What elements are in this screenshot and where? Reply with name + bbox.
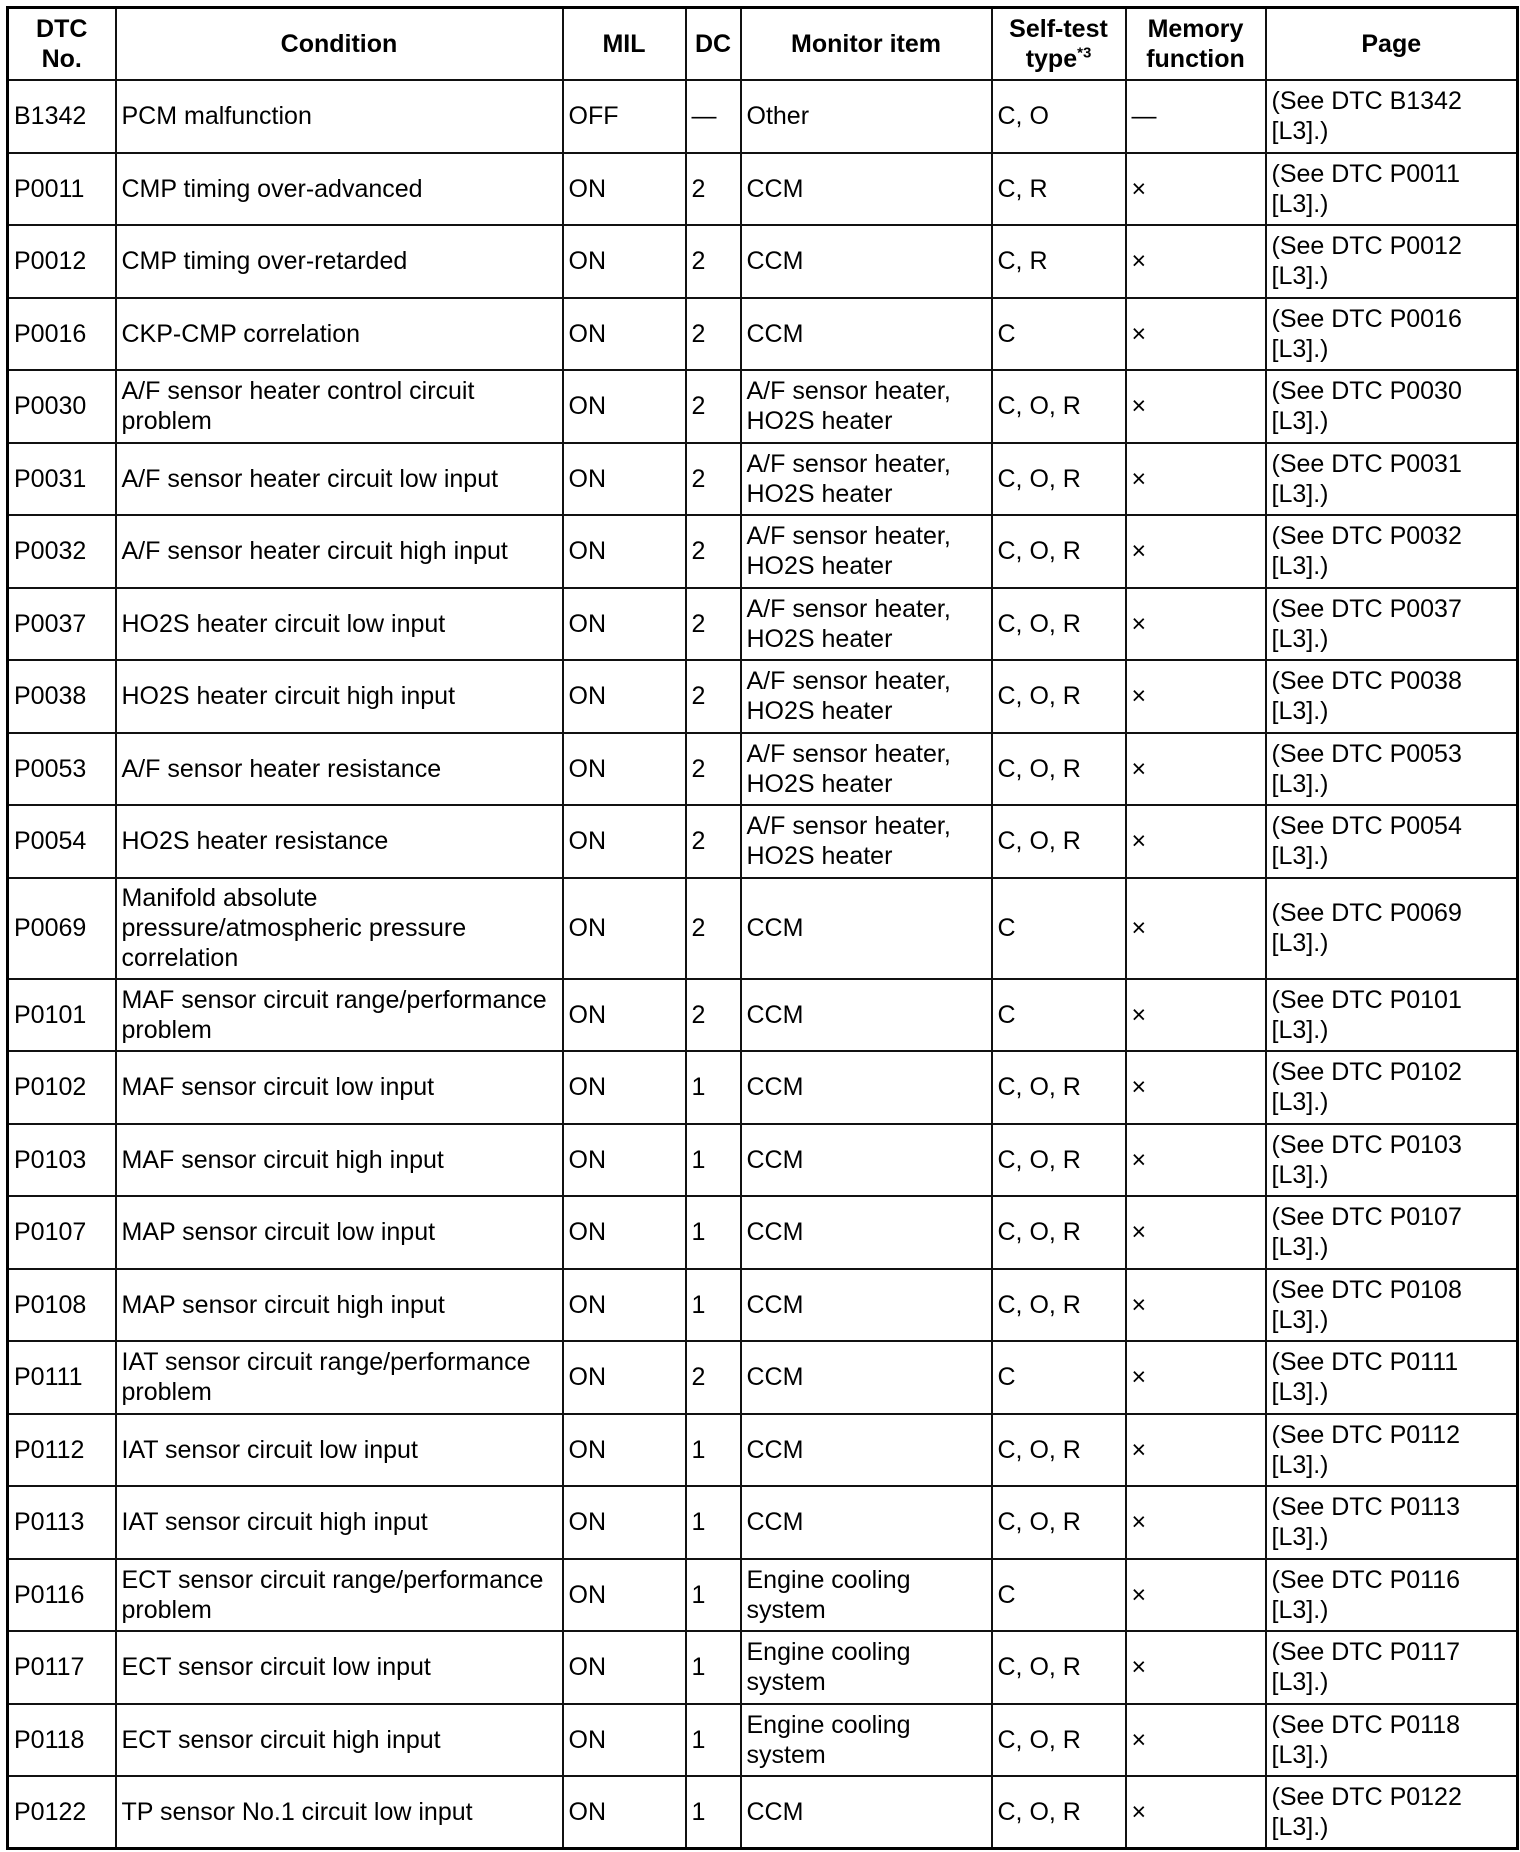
cell-dc: 2	[686, 515, 741, 588]
cell-self-test-type: C, O, R	[992, 1269, 1126, 1342]
cell-condition: MAF sensor circuit high input	[116, 1124, 563, 1197]
cell-dtc-no: P0122	[8, 1776, 116, 1849]
header-memory-function	[1126, 8, 1266, 81]
cell-page: (See DTC P0108 [L3].)	[1266, 1269, 1518, 1342]
cell-dc: 1	[686, 1414, 741, 1487]
cell-dtc-no: P0037	[8, 588, 116, 661]
cell-self-test-type: C, O, R	[992, 1414, 1126, 1487]
header-self-test-note: *3	[1077, 44, 1092, 62]
cell-monitor-item: CCM	[741, 1269, 992, 1342]
cell-monitor-item: A/F sensor heater, HO2S heater	[741, 588, 992, 661]
cell-self-test-type: C, O, R	[992, 1631, 1126, 1704]
cell-mil: ON	[563, 1776, 686, 1849]
cell-dtc-no: P0016	[8, 298, 116, 371]
cell-self-test-type: C	[992, 979, 1126, 1052]
cell-self-test-type: C, O, R	[992, 1704, 1126, 1777]
cell-memory-function: ×	[1126, 588, 1266, 661]
cell-self-test-type: C, O, R	[992, 370, 1126, 443]
cell-page: (See DTC P0016 [L3].)	[1266, 298, 1518, 371]
cell-dtc-no: P0032	[8, 515, 116, 588]
table-row	[8, 1414, 1518, 1487]
cell-dtc-no: P0069	[8, 878, 116, 979]
cell-page: (See DTC P0011 [L3].)	[1266, 153, 1518, 226]
cell-memory-function: ×	[1126, 153, 1266, 226]
cell-dc: 1	[686, 1269, 741, 1342]
cell-dtc-no: P0103	[8, 1124, 116, 1197]
cell-dc: 2	[686, 1341, 741, 1414]
cell-page: (See DTC P0107 [L3].)	[1266, 1196, 1518, 1269]
cell-page: (See DTC P0054 [L3].)	[1266, 805, 1518, 878]
cell-page: (See DTC P0053 [L3].)	[1266, 733, 1518, 806]
cell-mil: ON	[563, 1051, 686, 1124]
cell-condition: CKP-CMP correlation	[116, 298, 563, 371]
cell-self-test-type: C, O, R	[992, 733, 1126, 806]
cell-dc: 2	[686, 979, 741, 1052]
header-row	[8, 8, 1518, 81]
cell-dc: 1	[686, 1196, 741, 1269]
cell-self-test-type: C, O, R	[992, 1196, 1126, 1269]
header-dtc-no-line1: DTC	[36, 15, 88, 43]
cell-dc: 2	[686, 153, 741, 226]
cell-mil: ON	[563, 588, 686, 661]
table-row	[8, 878, 1518, 979]
cell-condition: ECT sensor circuit low input	[116, 1631, 563, 1704]
cell-dc: 1	[686, 1559, 741, 1632]
cell-dtc-no: P0118	[8, 1704, 116, 1777]
cell-monitor-item: CCM	[741, 1486, 992, 1559]
cell-page: (See DTC P0038 [L3].)	[1266, 660, 1518, 733]
cell-memory-function: ×	[1126, 1704, 1266, 1777]
cell-monitor-item: CCM	[741, 153, 992, 226]
cell-condition: CMP timing over-advanced	[116, 153, 563, 226]
header-memory-line1: Memory	[1147, 15, 1244, 43]
cell-condition: IAT sensor circuit low input	[116, 1414, 563, 1487]
cell-dtc-no: P0113	[8, 1486, 116, 1559]
table-row	[8, 805, 1518, 878]
cell-dtc-no: P0108	[8, 1269, 116, 1342]
cell-condition: MAF sensor circuit range/performance problem	[116, 979, 563, 1052]
table-row	[8, 1269, 1518, 1342]
cell-dc: 2	[686, 660, 741, 733]
cell-page: (See DTC P0037 [L3].)	[1266, 588, 1518, 661]
cell-condition: TP sensor No.1 circuit low input	[116, 1776, 563, 1849]
table-row	[8, 225, 1518, 298]
cell-mil: ON	[563, 298, 686, 371]
cell-dtc-no: P0117	[8, 1631, 116, 1704]
table-row	[8, 370, 1518, 443]
cell-dtc-no: P0053	[8, 733, 116, 806]
cell-monitor-item: CCM	[741, 878, 992, 979]
cell-memory-function: ×	[1126, 979, 1266, 1052]
cell-dtc-no: P0116	[8, 1559, 116, 1632]
cell-monitor-item: Engine cooling system	[741, 1704, 992, 1777]
cell-monitor-item: Engine cooling system	[741, 1631, 992, 1704]
cell-dc: 2	[686, 298, 741, 371]
cell-condition: A/F sensor heater circuit high input	[116, 515, 563, 588]
cell-monitor-item: CCM	[741, 1776, 992, 1849]
header-monitor-item: Monitor item	[741, 8, 992, 81]
cell-mil: ON	[563, 370, 686, 443]
cell-monitor-item: CCM	[741, 1124, 992, 1197]
cell-condition: HO2S heater circuit high input	[116, 660, 563, 733]
cell-mil: OFF	[563, 80, 686, 153]
cell-condition: IAT sensor circuit range/performance problem	[116, 1341, 563, 1414]
cell-self-test-type: C	[992, 298, 1126, 371]
cell-mil: ON	[563, 1631, 686, 1704]
table-row	[8, 1196, 1518, 1269]
table-body	[8, 80, 1518, 1849]
cell-monitor-item: A/F sensor heater, HO2S heater	[741, 515, 992, 588]
cell-mil: ON	[563, 1196, 686, 1269]
cell-monitor-item: A/F sensor heater, HO2S heater	[741, 660, 992, 733]
cell-self-test-type: C, O, R	[992, 515, 1126, 588]
cell-self-test-type: C, O, R	[992, 1124, 1126, 1197]
cell-monitor-item: A/F sensor heater, HO2S heater	[741, 443, 992, 516]
table-row	[8, 1486, 1518, 1559]
cell-memory-function: ×	[1126, 878, 1266, 979]
cell-condition: CMP timing over-retarded	[116, 225, 563, 298]
cell-page: (See DTC P0032 [L3].)	[1266, 515, 1518, 588]
cell-mil: ON	[563, 225, 686, 298]
cell-dtc-no: P0101	[8, 979, 116, 1052]
table-row	[8, 153, 1518, 226]
cell-mil: ON	[563, 660, 686, 733]
cell-memory-function: ×	[1126, 805, 1266, 878]
cell-memory-function: ×	[1126, 733, 1266, 806]
cell-dtc-no: P0111	[8, 1341, 116, 1414]
cell-monitor-item: CCM	[741, 1051, 992, 1124]
header-self-test-line1: Self-test	[1009, 15, 1108, 43]
cell-page: (See DTC P0118 [L3].)	[1266, 1704, 1518, 1777]
cell-self-test-type: C, O, R	[992, 443, 1126, 516]
cell-mil: ON	[563, 733, 686, 806]
cell-mil: ON	[563, 878, 686, 979]
cell-self-test-type: C, R	[992, 153, 1126, 226]
header-memory-line2: function	[1146, 45, 1245, 73]
header-dtc-no-line2: No.	[41, 45, 82, 73]
cell-dc: 1	[686, 1051, 741, 1124]
cell-self-test-type: C, O, R	[992, 660, 1126, 733]
cell-page: (See DTC P0069 [L3].)	[1266, 878, 1518, 979]
cell-condition: HO2S heater resistance	[116, 805, 563, 878]
cell-mil: ON	[563, 443, 686, 516]
header-self-test-line2: type	[1025, 45, 1078, 73]
cell-monitor-item: A/F sensor heater, HO2S heater	[741, 733, 992, 806]
cell-self-test-type: C, R	[992, 225, 1126, 298]
cell-memory-function: ×	[1126, 1559, 1266, 1632]
cell-page: (See DTC P0113 [L3].)	[1266, 1486, 1518, 1559]
cell-dtc-no: P0107	[8, 1196, 116, 1269]
cell-monitor-item: CCM	[741, 225, 992, 298]
cell-condition: A/F sensor heater control circuit problem	[116, 370, 563, 443]
cell-dtc-no: P0102	[8, 1051, 116, 1124]
cell-dc: 1	[686, 1486, 741, 1559]
table-row	[8, 1341, 1518, 1414]
cell-dtc-no: P0030	[8, 370, 116, 443]
cell-memory-function: ×	[1126, 1269, 1266, 1342]
cell-memory-function: ×	[1126, 1776, 1266, 1849]
table-row	[8, 979, 1518, 1052]
cell-page: (See DTC P0111 [L3].)	[1266, 1341, 1518, 1414]
cell-mil: ON	[563, 515, 686, 588]
table-row	[8, 298, 1518, 371]
cell-monitor-item: CCM	[741, 1196, 992, 1269]
cell-condition: ECT sensor circuit high input	[116, 1704, 563, 1777]
cell-mil: ON	[563, 1704, 686, 1777]
table-row	[8, 660, 1518, 733]
table-row	[8, 1051, 1518, 1124]
header-dtc-no	[8, 8, 116, 81]
cell-page: (See DTC P0030 [L3].)	[1266, 370, 1518, 443]
header-page: Page	[1266, 8, 1518, 81]
cell-dc: 2	[686, 805, 741, 878]
cell-memory-function: ×	[1126, 660, 1266, 733]
cell-self-test-type: C	[992, 1341, 1126, 1414]
table-row	[8, 1704, 1518, 1777]
header-dc: DC	[686, 8, 741, 81]
cell-self-test-type: C, O, R	[992, 1486, 1126, 1559]
table-header	[8, 8, 1518, 81]
cell-memory-function: ×	[1126, 515, 1266, 588]
cell-dc: 2	[686, 588, 741, 661]
cell-dtc-no: P0054	[8, 805, 116, 878]
cell-memory-function: ×	[1126, 370, 1266, 443]
table-row	[8, 1124, 1518, 1197]
cell-dc: 1	[686, 1631, 741, 1704]
cell-dc: 1	[686, 1776, 741, 1849]
cell-mil: ON	[563, 1559, 686, 1632]
cell-condition: A/F sensor heater resistance	[116, 733, 563, 806]
cell-monitor-item: A/F sensor heater, HO2S heater	[741, 805, 992, 878]
cell-mil: ON	[563, 805, 686, 878]
cell-monitor-item: CCM	[741, 1341, 992, 1414]
cell-memory-function: ×	[1126, 1196, 1266, 1269]
header-self-test-type	[992, 8, 1126, 81]
cell-mil: ON	[563, 153, 686, 226]
cell-dtc-no: P0012	[8, 225, 116, 298]
table-row	[8, 80, 1518, 153]
cell-memory-function: ×	[1126, 1341, 1266, 1414]
cell-memory-function: ×	[1126, 1486, 1266, 1559]
cell-self-test-type: C	[992, 1559, 1126, 1632]
cell-self-test-type: C, O, R	[992, 805, 1126, 878]
cell-dc: 2	[686, 733, 741, 806]
cell-dc: 2	[686, 878, 741, 979]
table-row	[8, 515, 1518, 588]
table-row	[8, 443, 1518, 516]
cell-self-test-type: C, O, R	[992, 1776, 1126, 1849]
cell-dtc-no: P0038	[8, 660, 116, 733]
cell-dtc-no: P0112	[8, 1414, 116, 1487]
cell-self-test-type: C, O	[992, 80, 1126, 153]
cell-memory-function: ×	[1126, 1124, 1266, 1197]
cell-mil: ON	[563, 979, 686, 1052]
header-condition: Condition	[116, 8, 563, 81]
cell-dc: —	[686, 80, 741, 153]
dtc-table	[6, 6, 1519, 1850]
cell-dc: 2	[686, 443, 741, 516]
cell-dc: 2	[686, 225, 741, 298]
cell-page: (See DTC B1342 [L3].)	[1266, 80, 1518, 153]
cell-self-test-type: C, O, R	[992, 588, 1126, 661]
table-row	[8, 1559, 1518, 1632]
cell-condition: A/F sensor heater circuit low input	[116, 443, 563, 516]
cell-memory-function: ×	[1126, 1414, 1266, 1487]
cell-memory-function: ×	[1126, 1631, 1266, 1704]
table-row	[8, 588, 1518, 661]
cell-self-test-type: C	[992, 878, 1126, 979]
cell-dtc-no: P0031	[8, 443, 116, 516]
cell-condition: MAP sensor circuit low input	[116, 1196, 563, 1269]
cell-monitor-item: CCM	[741, 1414, 992, 1487]
cell-page: (See DTC P0116 [L3].)	[1266, 1559, 1518, 1632]
cell-page: (See DTC P0101 [L3].)	[1266, 979, 1518, 1052]
cell-monitor-item: CCM	[741, 298, 992, 371]
table-row	[8, 1776, 1518, 1849]
cell-page: (See DTC P0112 [L3].)	[1266, 1414, 1518, 1487]
cell-memory-function: ×	[1126, 225, 1266, 298]
cell-dc: 1	[686, 1704, 741, 1777]
cell-page: (See DTC P0012 [L3].)	[1266, 225, 1518, 298]
table-row	[8, 733, 1518, 806]
cell-condition: MAP sensor circuit high input	[116, 1269, 563, 1342]
cell-mil: ON	[563, 1124, 686, 1197]
cell-dtc-no: P0011	[8, 153, 116, 226]
cell-condition: PCM malfunction	[116, 80, 563, 153]
cell-monitor-item: A/F sensor heater, HO2S heater	[741, 370, 992, 443]
cell-dc: 1	[686, 1124, 741, 1197]
cell-self-test-type: C, O, R	[992, 1051, 1126, 1124]
cell-condition: ECT sensor circuit range/performance problem	[116, 1559, 563, 1632]
cell-mil: ON	[563, 1341, 686, 1414]
cell-page: (See DTC P0102 [L3].)	[1266, 1051, 1518, 1124]
cell-mil: ON	[563, 1486, 686, 1559]
cell-page: (See DTC P0103 [L3].)	[1266, 1124, 1518, 1197]
cell-monitor-item: CCM	[741, 979, 992, 1052]
cell-page: (See DTC P0031 [L3].)	[1266, 443, 1518, 516]
cell-memory-function: ×	[1126, 1051, 1266, 1124]
cell-condition: MAF sensor circuit low input	[116, 1051, 563, 1124]
header-mil: MIL	[563, 8, 686, 81]
cell-condition: HO2S heater circuit low input	[116, 588, 563, 661]
cell-page: (See DTC P0117 [L3].)	[1266, 1631, 1518, 1704]
cell-memory-function: —	[1126, 80, 1266, 153]
cell-monitor-item: Engine cooling system	[741, 1559, 992, 1632]
cell-condition: Manifold absolute pressure/atmospheric pressure correlation	[116, 878, 563, 979]
cell-condition: IAT sensor circuit high input	[116, 1486, 563, 1559]
cell-dtc-no: B1342	[8, 80, 116, 153]
cell-dc: 2	[686, 370, 741, 443]
cell-memory-function: ×	[1126, 443, 1266, 516]
cell-monitor-item: Other	[741, 80, 992, 153]
cell-page: (See DTC P0122 [L3].)	[1266, 1776, 1518, 1849]
cell-mil: ON	[563, 1414, 686, 1487]
cell-memory-function: ×	[1126, 298, 1266, 371]
table-row	[8, 1631, 1518, 1704]
cell-mil: ON	[563, 1269, 686, 1342]
